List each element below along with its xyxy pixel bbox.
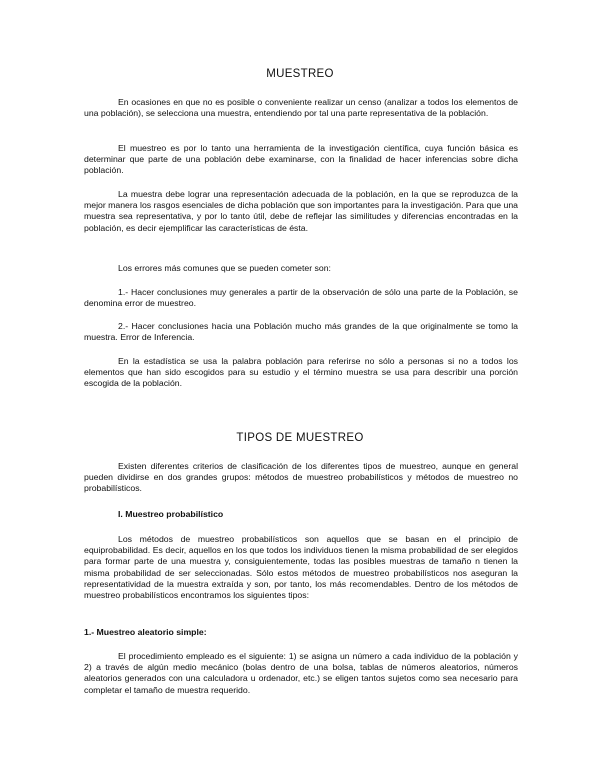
paragraph-2-text: El muestreo es por lo tanto una herramienta de la investigación científica, cuya función básica es determinar que parte de una población debe examinarse, con la finalidad de hacer inferencias sobre dicha población. bbox=[84, 143, 518, 176]
title-tipos-de-muestreo: TIPOS DE MUESTREO bbox=[236, 432, 364, 444]
paragraph-9 bbox=[84, 534, 518, 601]
paragraph-1-text: En ocasiones en que no es posible o conveniente realizar un censo (analizar a todos los elementos de una población), se selecciona una muestra, entendiendo por tal una parte representativa de la población. bbox=[84, 97, 518, 119]
heading-muestreo-aleatorio-simple: 1.- Muestreo aleatorio simple: bbox=[84, 627, 207, 637]
paragraph-10 bbox=[84, 651, 518, 696]
paragraph-5 bbox=[84, 287, 518, 309]
paragraph-9-text: Los métodos de muestreo probabilísticos son aquellos que se basan en el principio de equiprobabilidad. Es decir, aquellos en los que todos los individuos tienen la misma probabilidad de ser elegidos para formar parte de una muestra y, consiguientemente, todas las posibles muestras de tamaño n tienen la misma probabilidad de ser seleccionadas. Sólo estos métodos de muestreo probabilísticos nos aseguran la representatividad de la muestra extraída y son, por tanto, los más recomendables. Dentro de los métodos de muestreo probabilísticos encontramos los siguientes tipos: bbox=[84, 534, 518, 601]
paragraph-7-text: En la estadística se usa la palabra población para referirse no sólo a personas si no a todos los elementos que han sido escogidos para su estudio y el término muestra se usa para describir una porción escogida de la población. bbox=[84, 356, 518, 389]
paragraph-3 bbox=[84, 189, 518, 234]
paragraph-5-text: 1.- Hacer conclusiones muy generales a partir de la observación de sólo una parte de la Población, se denomina error de muestreo. bbox=[84, 287, 518, 309]
title-muestreo: MUESTREO bbox=[266, 68, 334, 80]
heading-muestreo-probabilistico: I. Muestreo probabilístico bbox=[118, 509, 224, 519]
paragraph-8 bbox=[84, 461, 518, 495]
paragraph-3-text: La muestra debe lograr una representación adecuada de la población, en la que se reproduzca de la mejor manera los rasgos esenciales de dicha población que son importantes para la investigación. Para que una muestra sea representativa, y por lo tanto útil, debe de reflejar las similitudes y diferencias encontradas en la población, es decir ejemplificar las características de ésta. bbox=[84, 189, 518, 233]
paragraph-8-text: Existen diferentes criterios de clasificación de los diferentes tipos de muestreo, aunque en general pueden dividirse en dos grandes grupos: métodos de muestreo probabilísticos y métodos de muestreo no probabilísticos. bbox=[84, 461, 518, 494]
paragraph-6-text: 2.- Hacer conclusiones hacia una Población mucho más grandes de la que originalmente se tomo la muestra. Error de Inferencia. bbox=[84, 321, 518, 343]
paragraph-1 bbox=[84, 97, 518, 119]
paragraph-2 bbox=[84, 143, 518, 177]
paragraph-4-text: Los errores más comunes que se pueden cometer son: bbox=[118, 263, 331, 273]
paragraph-6 bbox=[84, 321, 518, 343]
paragraph-7 bbox=[84, 356, 518, 390]
paragraph-4 bbox=[84, 263, 518, 274]
paragraph-10-text: El procedimiento empleado es el siguiente: 1) se asigna un número a cada individuo de la población y 2) a través de algún medio mecánico (bolas dentro de una bolsa, tablas de números aleatorios, números aleatorios generados con una calculadora u ordenador, etc.) se eligen tantos sujetos como sea necesario para completar el tamaño de muestra requerido. bbox=[84, 651, 518, 695]
